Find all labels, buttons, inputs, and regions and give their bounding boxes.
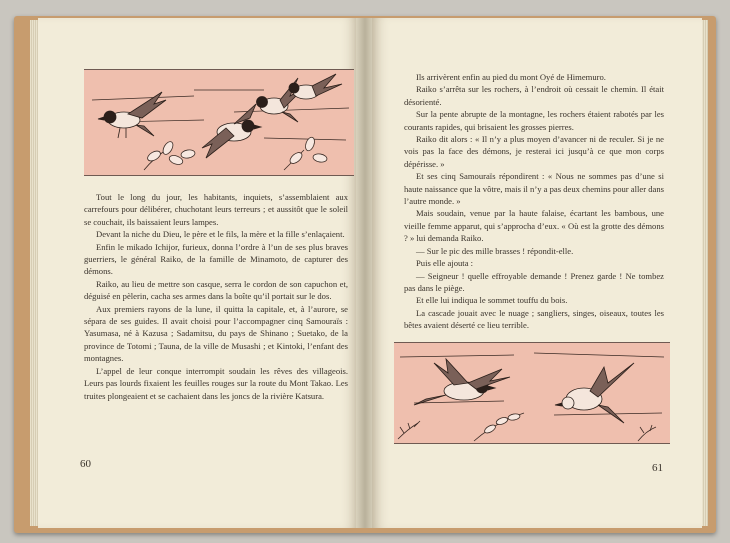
paragraph: — Seigneur ! quelle effroyable demande ! Prenez garde ! Ne tombez pas dans le piège. xyxy=(404,270,664,293)
paragraph: Aux premiers rayons de la lune, il quitta la capitale, et, à l’aurore, se sépara de ses guides. Il avait choisi pour l’accompagner cinq Samouraïs : Yasumasa, né à Kazusa ; Sadamitsu, du pays de Shinano ; Suetako, de la province de Totomi ; Tauna, de la ville de Musashi ; et Kintoki, l’enfant des montagnes. xyxy=(84,303,348,364)
bird-2 xyxy=(202,104,261,158)
page-number-right: 61 xyxy=(652,462,663,474)
paragraph: Mais soudain, venue par la haute falaise, écartant les bambous, une vieille femme apparut, qui s’approcha d’eux. « Où est la grotte des démons ? » lui demanda Raiko. xyxy=(404,208,664,244)
paragraph: Raiko dit alors : « Il n’y a plus moyen d’avancer ni de reculer. Si je ne vois pas la face des démons, je resterai ici jusqu’à ce que mon corps dépérisse. » xyxy=(404,134,664,169)
paragraph: Ils arrivèrent enfin au pied du mont Oyé de Himemuro. xyxy=(416,72,606,82)
paragraph: Raiko, au lieu de mettre son casque, serra le cordon de son capuchon et, déguisé en pèlerin, cacha ses armes dans la boîte qu’il portait sur le dos. xyxy=(84,278,348,302)
paragraph: Raiko s’arrêta sur les rochers, à l’endroit où cessait le chemin. Il était désorienté. xyxy=(404,84,664,107)
birds-illustration-top xyxy=(84,69,354,176)
paragraph: La cascade jouait avec le nuage ; sangliers, singes, oiseaux, toutes les bêtes avaient déserté ce lieu terrible. xyxy=(404,307,664,331)
paragraph: Devant la niche du Dieu, le père et le fils, la mère et la fille s’enlaçaient. xyxy=(96,229,345,240)
birds-illustration-bottom xyxy=(394,342,670,444)
bird-left xyxy=(414,359,510,405)
paragraph: Et elle lui indiqua le sommet touffu du bois. xyxy=(416,295,568,306)
paragraph: Enfin le mikado Ichijor, furieux, donna l’ordre à l’un de ses plus braves guerriers, le général Raiko, de la famille de Minamoto, de capturer des démons. xyxy=(84,241,348,277)
paragraph: Tout le long du jour, les habitants, inquiets, s’assemblaient aux carrefours pour délibérer, chuchotant leurs terreurs ; et aussitôt que le soleil se couchait, ils baissaient leurs lampes. xyxy=(84,192,348,227)
bird-4 xyxy=(289,74,342,99)
paragraph: Sur la pente abrupte de la montagne, les rochers étaient rabotés par les courants rapides, qui brisaient les grosses pierres. xyxy=(404,109,664,132)
paragraph: — Sur le pic des mille brasses ! répondit-elle. xyxy=(416,245,574,256)
bird-1 xyxy=(98,92,166,138)
page-number-left: 60 xyxy=(80,458,91,470)
paragraph: Et ses cinq Samouraïs répondirent : « Nous ne sommes pas d’une si haute naissance que la vôtre, mais il n’y a pas deux chemins pour aller dans l’autre monde. » xyxy=(404,171,664,207)
right-page-text xyxy=(404,71,664,332)
paragraph: Puis elle ajouta : xyxy=(416,258,474,269)
paragraph: L’appel de leur conque interrompit soudain les rêves des villageois. Leurs pas lourds fixaient les feuilles rouges sur la route du Mont Takao. Les truites plongeaient et se cachaient dans les joncs de la rivière Katsura. xyxy=(84,365,348,401)
left-page-text xyxy=(84,191,348,402)
